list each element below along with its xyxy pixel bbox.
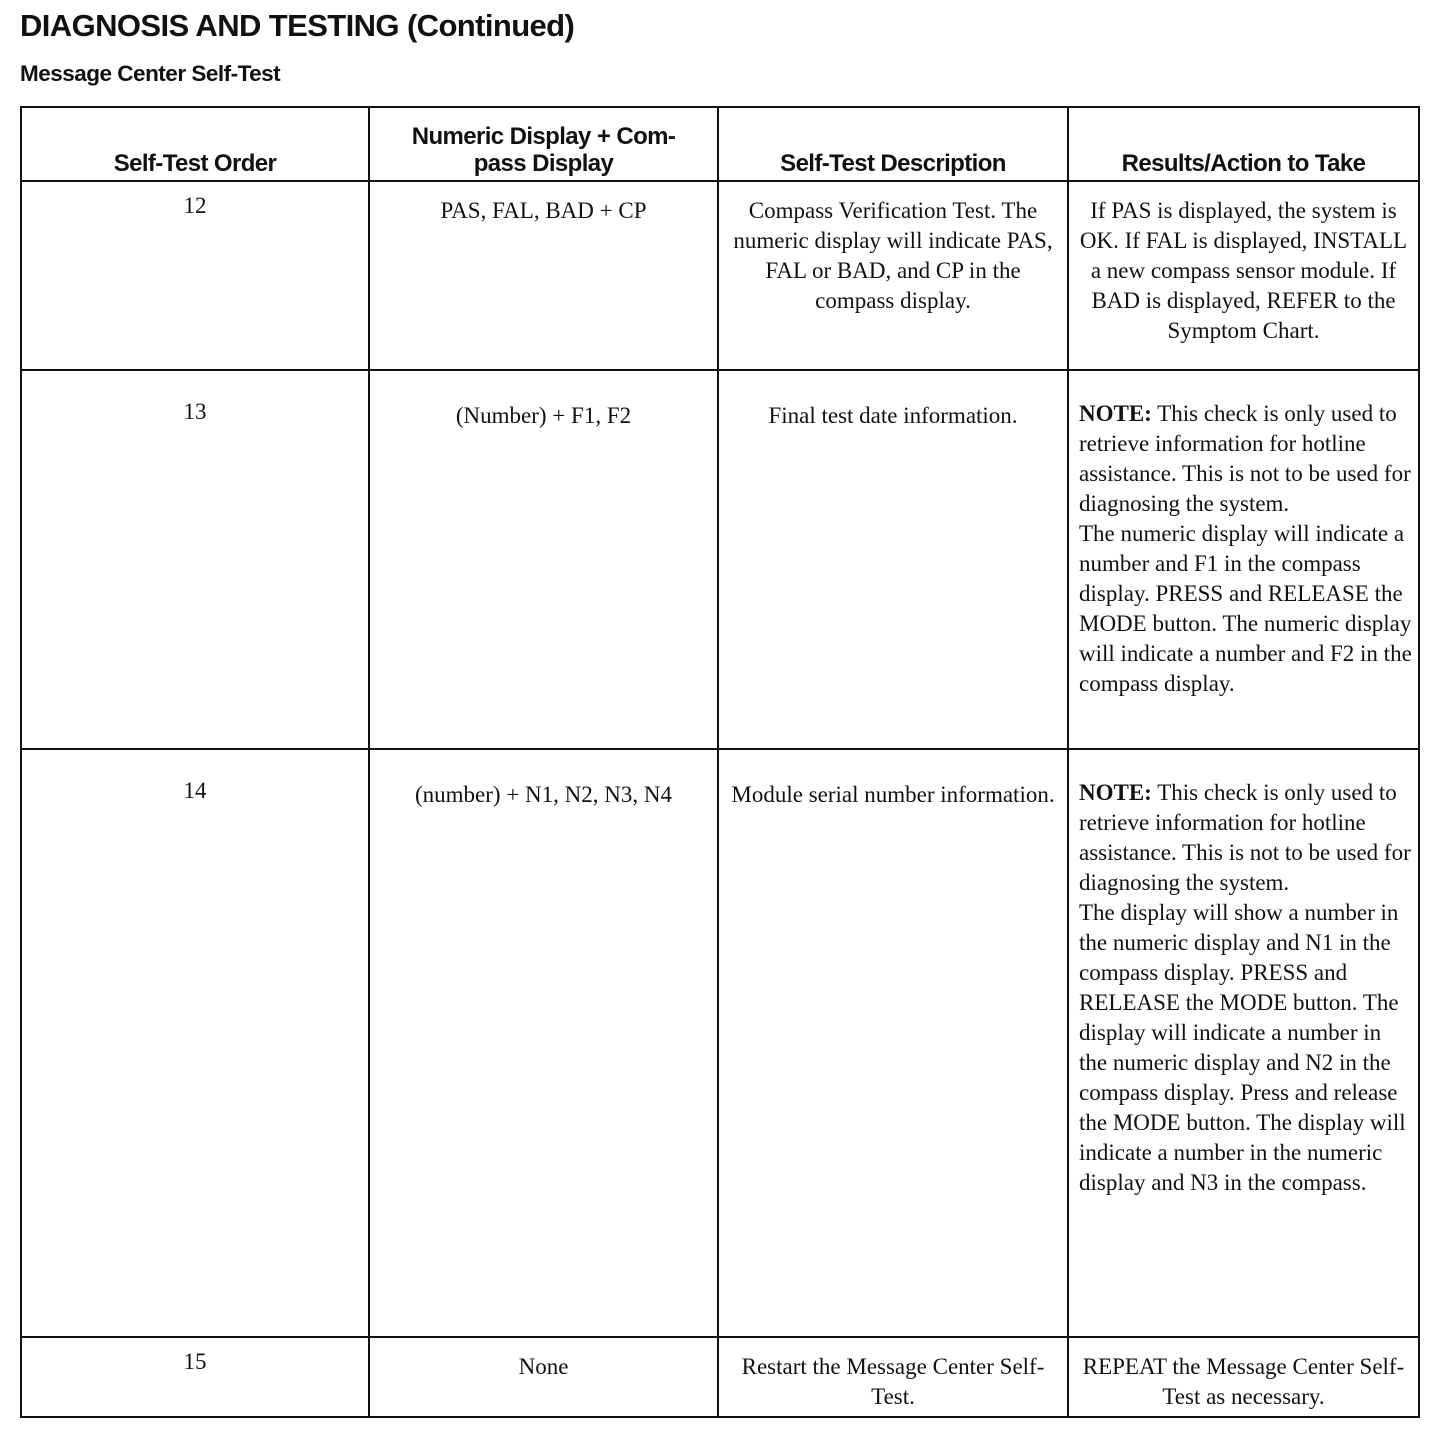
cell-order: 15	[21, 1337, 369, 1417]
cell-order: 14	[21, 749, 369, 1337]
table-row	[21, 749, 1419, 1337]
self-test-table	[20, 106, 1420, 1418]
cell-result: If PAS is displayed, the system is OK. If FAL is displayed, INSTALL a new compass sensor module. If BAD is displayed, REFER to the Symptom Chart.	[1068, 181, 1419, 370]
cell-display: None	[369, 1337, 718, 1417]
table-header-row	[21, 107, 1419, 181]
cell-result: REPEAT the Message Center Self-Test as necessary.	[1068, 1337, 1419, 1417]
table-row	[21, 1337, 1419, 1417]
column-header-order: Self-Test Order	[21, 107, 369, 181]
cell-order: 12	[21, 181, 369, 370]
column-header-results: Results/Action to Take	[1068, 107, 1419, 181]
note-label: NOTE:	[1079, 401, 1152, 426]
cell-description: Module serial number information.	[718, 749, 1068, 1337]
cell-description: Final test date information.	[718, 370, 1068, 749]
cell-description: Restart the Message Center Self-Test.	[718, 1337, 1068, 1417]
cell-result	[1068, 749, 1419, 1337]
note-label: NOTE:	[1079, 780, 1152, 805]
section-subtitle: Message Center Self-Test	[20, 61, 281, 86]
table-row	[21, 370, 1419, 749]
result-text: This check is only used to retrieve information for hotline assistance. This is not to be used for diagnosing the system. The display will show a number in the numeric display and N1 in the compass display. PRESS and RELEASE the MODE button. The display will indicate a number in the numeric display and N2 in the compass display. Press and release the MODE button. The display will indicate a number in the numeric display and N3 in the compass.	[1079, 780, 1411, 1195]
cell-display: PAS, FAL, BAD + CP	[369, 181, 718, 370]
page-title: DIAGNOSIS AND TESTING (Continued)	[20, 8, 575, 43]
cell-result	[1068, 370, 1419, 749]
cell-order: 13	[21, 370, 369, 749]
column-header-display: Numeric Display + Com-pass Display	[369, 107, 718, 181]
cell-display: (Number) + F1, F2	[369, 370, 718, 749]
table-row	[21, 181, 1419, 370]
column-header-description: Self-Test Description	[718, 107, 1068, 181]
cell-description: Compass Verification Test. The numeric display will indicate PAS, FAL or BAD, and CP in the compass display.	[718, 181, 1068, 370]
cell-display: (number) + N1, N2, N3, N4	[369, 749, 718, 1337]
result-text: This check is only used to retrieve information for hotline assistance. This is not to be used for diagnosing the system. The numeric display will indicate a number and F1 in the compass display. PRESS and RELEASE the MODE button. The numeric display will indicate a number and F2 in the compass display.	[1079, 401, 1412, 696]
